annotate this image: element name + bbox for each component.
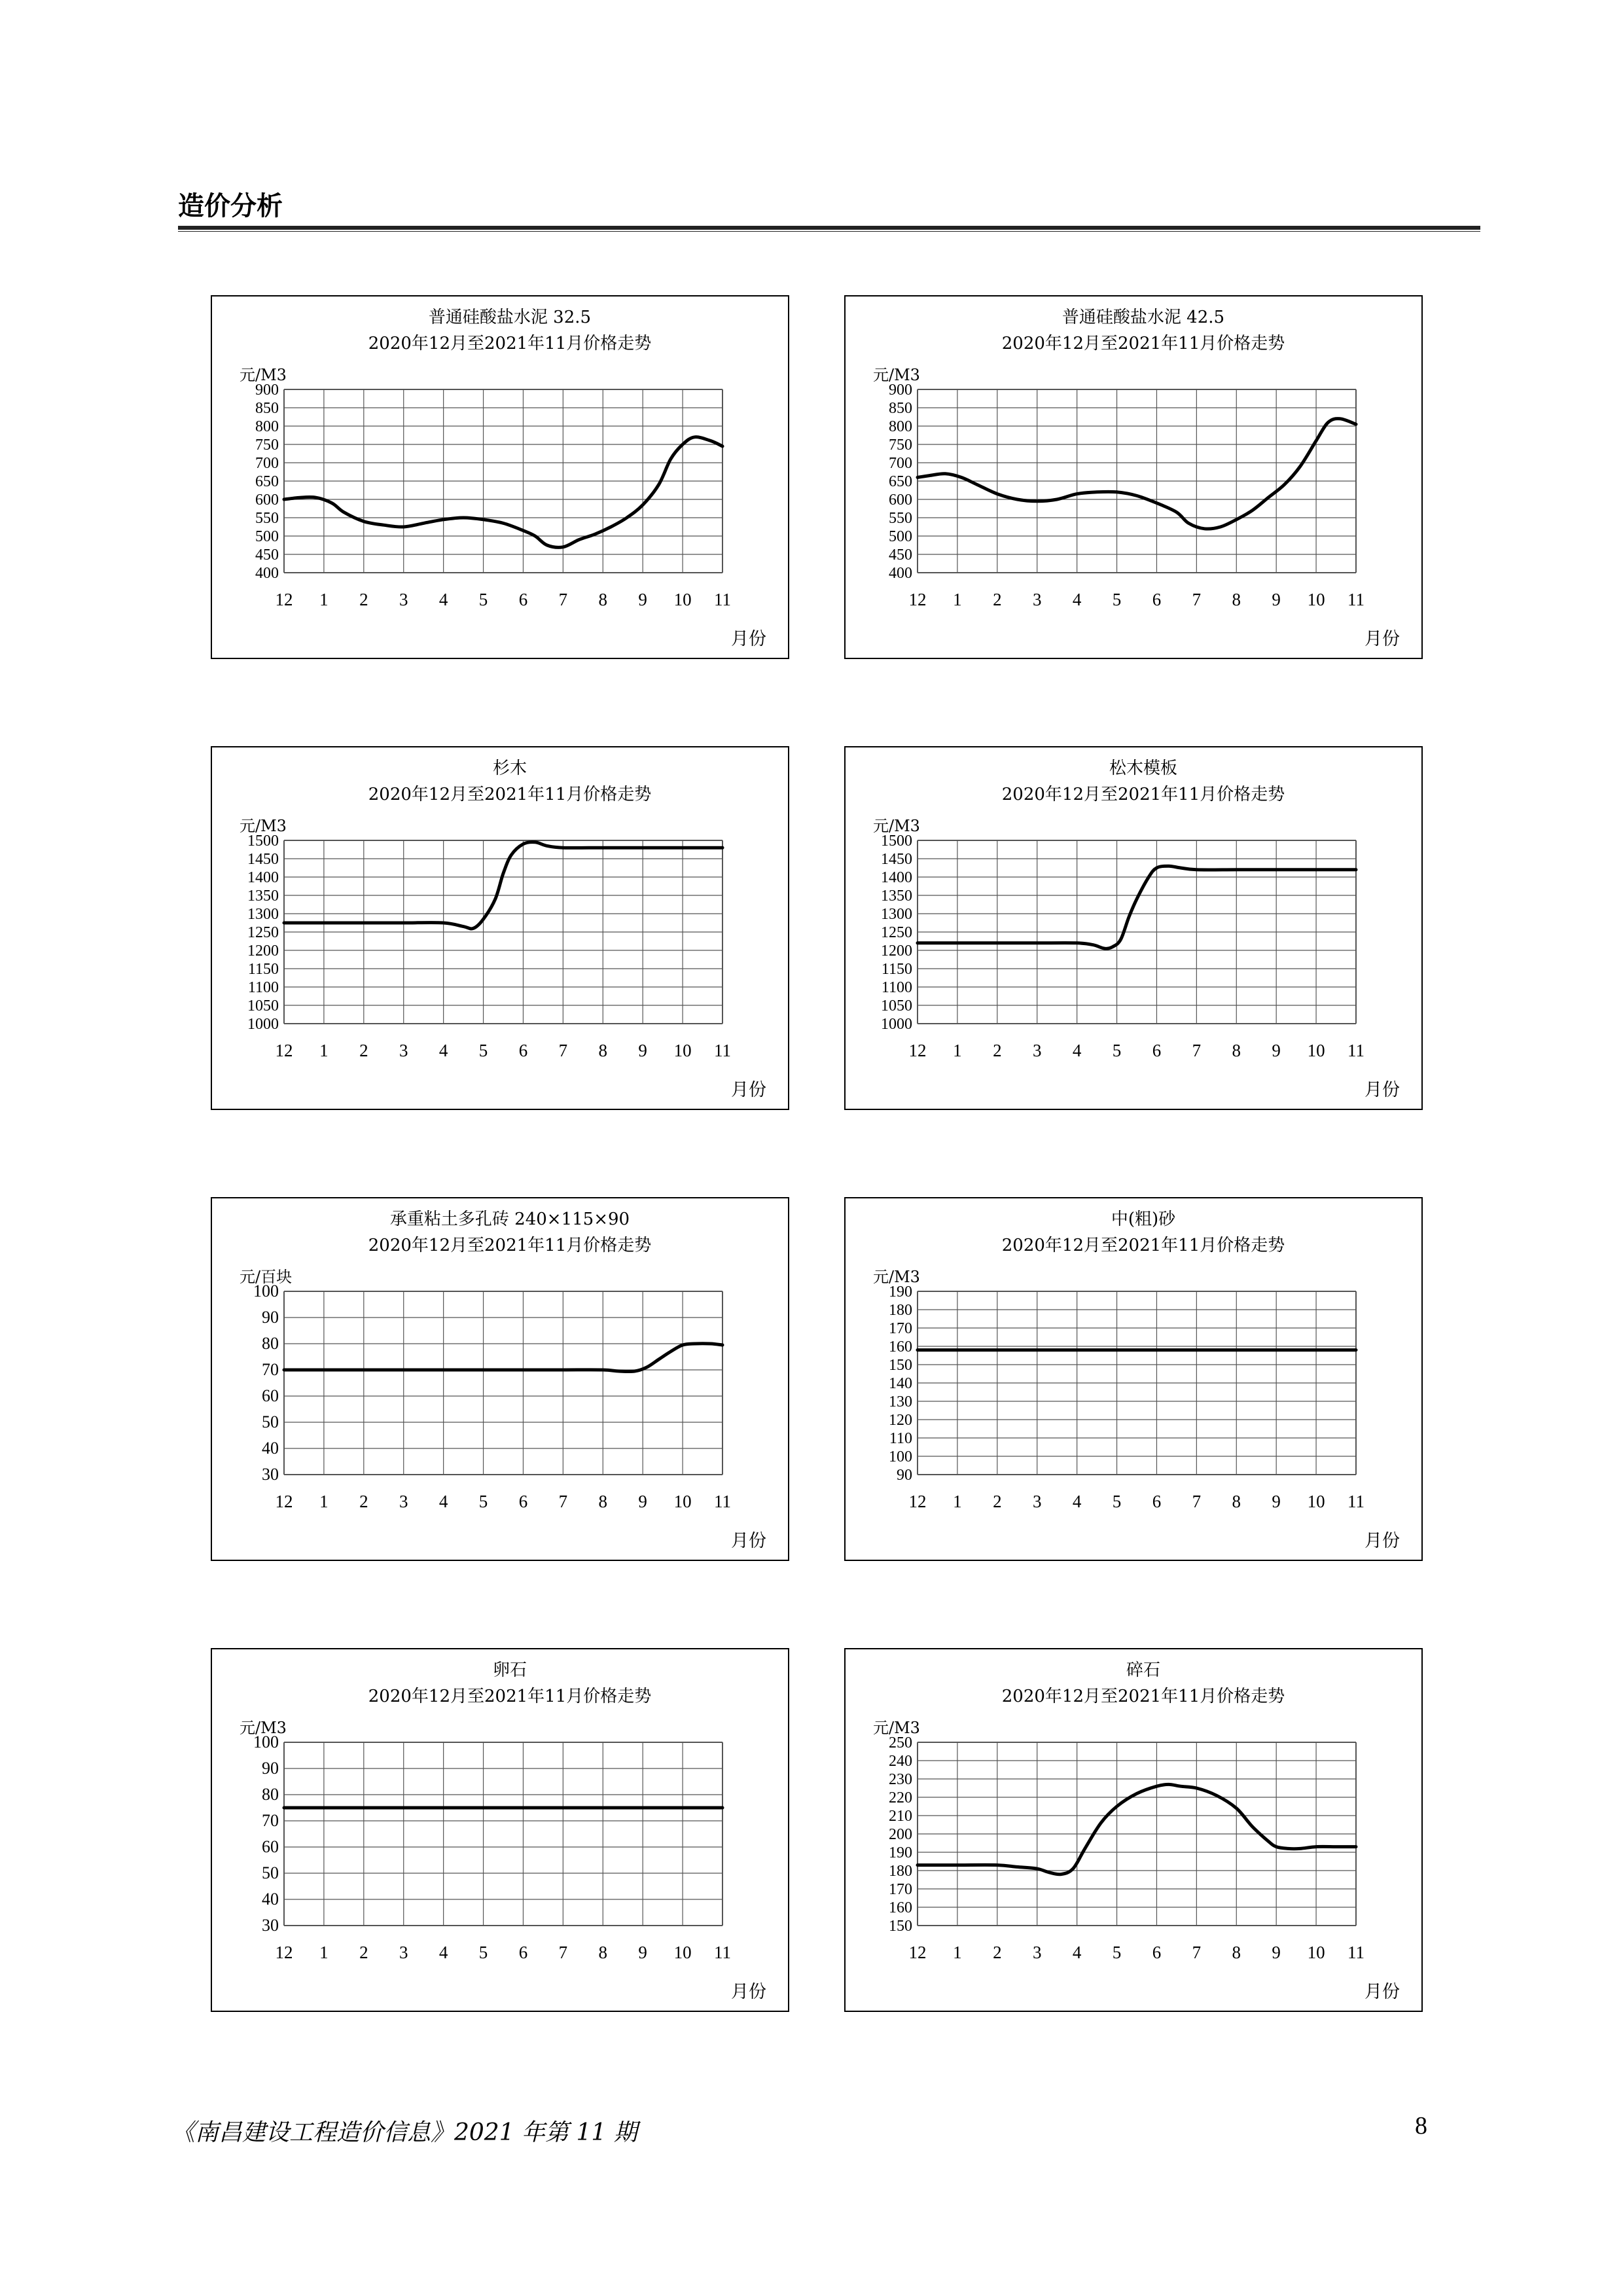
y-tick-label: 180 xyxy=(889,1863,912,1880)
chart-title: 中(粗)砂 xyxy=(1111,1210,1176,1229)
x-axis-label: 月份 xyxy=(1364,629,1400,649)
x-tick-label: 7 xyxy=(1192,590,1202,609)
chart-subtitle: 2020年12月至2021年11月价格走势 xyxy=(1001,785,1285,804)
x-tick-label: 8 xyxy=(598,1041,608,1060)
series-line xyxy=(918,1784,1356,1874)
y-tick-label: 180 xyxy=(889,1302,912,1319)
x-tick-label: 11 xyxy=(714,1492,731,1511)
x-tick-label: 3 xyxy=(399,1492,408,1511)
y-tick-label: 160 xyxy=(889,1899,912,1916)
x-tick-label: 12 xyxy=(275,1041,293,1060)
y-tick-label: 230 xyxy=(889,1771,912,1788)
y-axis-label: 元/M3 xyxy=(873,817,920,835)
x-tick-label: 7 xyxy=(1192,1943,1202,1962)
x-tick-label: 4 xyxy=(438,590,448,609)
x-tick-label: 2 xyxy=(359,1492,368,1511)
y-tick-label: 90 xyxy=(262,1308,279,1327)
y-tick-label: 1050 xyxy=(881,997,912,1014)
chart-panel-fir xyxy=(211,746,789,1110)
x-tick-label: 11 xyxy=(714,590,731,609)
x-axis-label: 月份 xyxy=(1364,1080,1400,1100)
y-tick-label: 30 xyxy=(262,1465,279,1484)
y-tick-label: 100 xyxy=(889,1448,912,1465)
y-tick-label: 100 xyxy=(253,1732,279,1751)
y-tick-label: 210 xyxy=(889,1808,912,1825)
x-tick-label: 7 xyxy=(1192,1041,1202,1060)
x-tick-label: 5 xyxy=(1112,1492,1122,1511)
y-tick-label: 1450 xyxy=(881,851,912,868)
x-axis-label: 月份 xyxy=(731,1080,766,1100)
chart-subtitle: 2020年12月至2021年11月价格走势 xyxy=(1001,1236,1285,1255)
y-tick-label: 450 xyxy=(255,547,279,564)
x-tick-label: 9 xyxy=(638,1943,647,1962)
x-tick-label: 4 xyxy=(1072,1492,1082,1511)
y-tick-label: 1500 xyxy=(247,833,279,850)
x-tick-label: 12 xyxy=(275,1492,293,1511)
x-tick-label: 2 xyxy=(993,1041,1002,1060)
y-tick-label: 170 xyxy=(889,1320,912,1337)
y-tick-label: 500 xyxy=(255,528,279,545)
x-tick-label: 12 xyxy=(908,1492,927,1511)
chart-subtitle: 2020年12月至2021年11月价格走势 xyxy=(368,334,652,353)
x-tick-label: 5 xyxy=(1112,1041,1122,1060)
y-tick-label: 600 xyxy=(255,492,279,509)
y-tick-label: 1400 xyxy=(247,869,279,886)
y-tick-label: 1250 xyxy=(247,924,279,941)
x-tick-label: 8 xyxy=(1232,1041,1241,1060)
y-tick-label: 220 xyxy=(889,1789,912,1806)
y-axis-label: 元/百块 xyxy=(240,1268,293,1286)
y-tick-label: 190 xyxy=(889,1283,912,1300)
x-tick-label: 12 xyxy=(275,590,293,609)
x-tick-label: 2 xyxy=(359,590,368,609)
x-tick-label: 1 xyxy=(319,1041,329,1060)
x-tick-label: 7 xyxy=(558,1943,568,1962)
y-tick-label: 50 xyxy=(262,1863,279,1882)
y-tick-label: 550 xyxy=(255,510,279,527)
x-tick-label: 1 xyxy=(319,590,329,609)
x-tick-label: 6 xyxy=(518,1041,528,1060)
x-tick-label: 8 xyxy=(598,1943,608,1962)
x-tick-label: 11 xyxy=(714,1041,731,1060)
x-tick-label: 12 xyxy=(908,1041,927,1060)
x-tick-label: 10 xyxy=(673,1041,692,1060)
y-tick-label: 700 xyxy=(255,455,279,472)
y-axis-label: 元/M3 xyxy=(240,366,287,384)
x-tick-label: 10 xyxy=(1307,1943,1325,1962)
x-tick-label: 12 xyxy=(275,1943,293,1962)
y-axis-label: 元/M3 xyxy=(240,817,287,835)
series-line xyxy=(918,419,1356,529)
chart-subtitle: 2020年12月至2021年11月价格走势 xyxy=(368,1687,652,1706)
chart-svg xyxy=(846,296,1421,658)
x-tick-label: 6 xyxy=(1152,590,1162,609)
x-tick-label: 8 xyxy=(1232,1943,1241,1962)
y-tick-label: 700 xyxy=(889,455,912,472)
y-tick-label: 140 xyxy=(889,1375,912,1392)
chart-subtitle: 2020年12月至2021年11月价格走势 xyxy=(1001,1687,1285,1706)
y-tick-label: 750 xyxy=(255,437,279,454)
x-axis-label: 月份 xyxy=(731,1982,766,2002)
header-rule-thin xyxy=(178,231,1480,232)
y-tick-label: 70 xyxy=(262,1811,279,1830)
y-axis-label: 元/M3 xyxy=(873,1719,920,1737)
y-tick-label: 400 xyxy=(255,565,279,582)
y-tick-label: 1100 xyxy=(247,979,279,996)
x-axis-label: 月份 xyxy=(1364,1531,1400,1551)
y-tick-label: 850 xyxy=(255,400,279,417)
x-tick-label: 9 xyxy=(638,1492,647,1511)
y-tick-label: 150 xyxy=(889,1357,912,1374)
y-tick-label: 600 xyxy=(889,492,912,509)
x-tick-label: 3 xyxy=(1032,1943,1042,1962)
x-tick-label: 3 xyxy=(399,590,408,609)
y-tick-label: 40 xyxy=(262,1890,279,1909)
series-line xyxy=(284,1344,722,1372)
x-tick-label: 2 xyxy=(359,1943,368,1962)
x-tick-label: 11 xyxy=(1347,1041,1364,1060)
y-tick-label: 190 xyxy=(889,1844,912,1861)
chart-svg xyxy=(212,747,788,1109)
x-tick-label: 8 xyxy=(598,1492,608,1511)
chart-title: 承重粘土多孔砖 240×115×90 xyxy=(389,1210,630,1229)
x-tick-label: 6 xyxy=(518,1492,528,1511)
x-tick-label: 5 xyxy=(1112,590,1122,609)
x-tick-label: 5 xyxy=(478,590,488,609)
x-tick-label: 9 xyxy=(1272,1943,1281,1962)
y-tick-label: 650 xyxy=(889,473,912,490)
x-tick-label: 5 xyxy=(1112,1943,1122,1962)
x-tick-label: 1 xyxy=(953,1943,962,1962)
y-tick-label: 240 xyxy=(889,1753,912,1770)
x-tick-label: 8 xyxy=(1232,590,1241,609)
chart-subtitle: 2020年12月至2021年11月价格走势 xyxy=(368,785,652,804)
x-tick-label: 1 xyxy=(953,590,962,609)
y-tick-label: 70 xyxy=(262,1360,279,1379)
y-tick-label: 1000 xyxy=(881,1016,912,1033)
x-tick-label: 4 xyxy=(438,1041,448,1060)
y-tick-label: 40 xyxy=(262,1439,279,1458)
x-tick-label: 4 xyxy=(438,1492,448,1511)
y-tick-label: 1500 xyxy=(881,833,912,850)
x-tick-label: 12 xyxy=(908,590,927,609)
y-tick-label: 110 xyxy=(889,1430,912,1447)
y-tick-label: 250 xyxy=(889,1734,912,1751)
x-axis-label: 月份 xyxy=(1364,1982,1400,2002)
publication-footer: 《南昌建设工程造价信息》2021 年第 11 期 xyxy=(171,2119,637,2146)
x-tick-label: 3 xyxy=(1032,1041,1042,1060)
chart-panel-crushed-stone xyxy=(844,1648,1423,2012)
y-tick-label: 1150 xyxy=(247,961,279,978)
y-tick-label: 1400 xyxy=(881,869,912,886)
x-tick-label: 2 xyxy=(993,590,1002,609)
x-tick-label: 10 xyxy=(673,1492,692,1511)
y-tick-label: 550 xyxy=(889,510,912,527)
page-number: 8 xyxy=(1415,2112,1427,2140)
y-tick-label: 1200 xyxy=(247,942,279,960)
x-tick-label: 2 xyxy=(993,1943,1002,1962)
x-tick-label: 3 xyxy=(1032,590,1042,609)
y-tick-label: 130 xyxy=(889,1393,912,1410)
y-tick-label: 450 xyxy=(889,547,912,564)
x-tick-label: 5 xyxy=(478,1492,488,1511)
y-tick-label: 50 xyxy=(262,1412,279,1431)
chart-svg xyxy=(846,1198,1421,1560)
chart-svg xyxy=(846,747,1421,1109)
x-tick-label: 11 xyxy=(1347,1492,1364,1511)
x-tick-label: 1 xyxy=(319,1943,329,1962)
y-tick-label: 1250 xyxy=(881,924,912,941)
x-tick-label: 11 xyxy=(1347,1943,1364,1962)
x-axis-label: 月份 xyxy=(731,629,766,649)
x-tick-label: 6 xyxy=(1152,1943,1162,1962)
y-axis-label: 元/M3 xyxy=(873,1268,920,1286)
x-tick-label: 6 xyxy=(518,590,528,609)
y-tick-label: 1350 xyxy=(247,888,279,905)
chart-svg xyxy=(212,296,788,658)
x-tick-label: 5 xyxy=(478,1041,488,1060)
y-tick-label: 900 xyxy=(255,382,279,399)
x-tick-label: 5 xyxy=(478,1943,488,1962)
y-tick-label: 60 xyxy=(262,1386,279,1405)
x-tick-label: 8 xyxy=(1232,1492,1241,1511)
y-tick-label: 30 xyxy=(262,1916,279,1935)
x-tick-label: 12 xyxy=(908,1943,927,1962)
chart-panel-pebble xyxy=(211,1648,789,2012)
x-tick-label: 7 xyxy=(558,590,568,609)
y-tick-label: 1300 xyxy=(247,906,279,923)
chart-panel-cement-42-5 xyxy=(844,295,1423,659)
x-tick-label: 3 xyxy=(399,1943,408,1962)
x-tick-label: 4 xyxy=(1072,590,1082,609)
x-tick-label: 1 xyxy=(953,1041,962,1060)
chart-title: 普通硅酸盐水泥 42.5 xyxy=(1061,308,1225,327)
x-tick-label: 6 xyxy=(518,1943,528,1962)
y-tick-label: 100 xyxy=(253,1282,279,1300)
x-tick-label: 7 xyxy=(1192,1492,1202,1511)
y-tick-label: 1200 xyxy=(881,942,912,960)
chart-panel-clay-brick xyxy=(211,1197,789,1561)
x-tick-label: 1 xyxy=(953,1492,962,1511)
y-tick-label: 750 xyxy=(889,437,912,454)
y-tick-label: 1050 xyxy=(247,997,279,1014)
y-axis-label: 元/M3 xyxy=(240,1719,287,1737)
y-tick-label: 1300 xyxy=(881,906,912,923)
x-tick-label: 9 xyxy=(1272,590,1281,609)
y-tick-label: 850 xyxy=(889,400,912,417)
y-tick-label: 800 xyxy=(255,418,279,435)
y-tick-label: 80 xyxy=(262,1785,279,1804)
chart-svg xyxy=(212,1198,788,1560)
chart-title: 卵石 xyxy=(492,1660,527,1680)
chart-panel-cement-32-5 xyxy=(211,295,789,659)
x-tick-label: 2 xyxy=(993,1492,1002,1511)
y-tick-label: 160 xyxy=(889,1338,912,1355)
x-tick-label: 10 xyxy=(673,590,692,609)
series-line xyxy=(284,437,722,548)
chart-title: 松木模板 xyxy=(1109,759,1178,778)
y-tick-label: 1450 xyxy=(247,851,279,868)
x-tick-label: 2 xyxy=(359,1041,368,1060)
x-tick-label: 9 xyxy=(638,590,647,609)
x-tick-label: 7 xyxy=(558,1041,568,1060)
y-tick-label: 150 xyxy=(889,1918,912,1935)
y-tick-label: 800 xyxy=(889,418,912,435)
chart-panel-pine-formwork xyxy=(844,746,1423,1110)
chart-subtitle: 2020年12月至2021年11月价格走势 xyxy=(368,1236,652,1255)
x-tick-label: 9 xyxy=(638,1041,647,1060)
y-tick-label: 170 xyxy=(889,1881,912,1898)
y-tick-label: 500 xyxy=(889,528,912,545)
y-tick-label: 400 xyxy=(889,565,912,582)
x-tick-label: 3 xyxy=(1032,1492,1042,1511)
y-tick-label: 60 xyxy=(262,1837,279,1856)
y-tick-label: 80 xyxy=(262,1334,279,1353)
y-tick-label: 1100 xyxy=(881,979,912,996)
chart-title: 杉木 xyxy=(492,759,527,778)
chart-title: 普通硅酸盐水泥 32.5 xyxy=(428,308,592,327)
y-tick-label: 90 xyxy=(897,1467,912,1484)
x-tick-label: 9 xyxy=(1272,1492,1281,1511)
x-tick-label: 11 xyxy=(714,1943,731,1962)
y-tick-label: 90 xyxy=(262,1759,279,1778)
y-tick-label: 650 xyxy=(255,473,279,490)
series-line xyxy=(284,842,722,929)
x-tick-label: 4 xyxy=(1072,1943,1082,1962)
y-tick-label: 1000 xyxy=(247,1016,279,1033)
x-tick-label: 1 xyxy=(319,1492,329,1511)
x-tick-label: 6 xyxy=(1152,1492,1162,1511)
chart-svg xyxy=(212,1649,788,2011)
x-tick-label: 6 xyxy=(1152,1041,1162,1060)
chart-panel-sand xyxy=(844,1197,1423,1561)
x-tick-label: 9 xyxy=(1272,1041,1281,1060)
x-tick-label: 11 xyxy=(1347,590,1364,609)
x-tick-label: 10 xyxy=(1307,590,1325,609)
x-tick-label: 4 xyxy=(438,1943,448,1962)
y-tick-label: 1350 xyxy=(881,888,912,905)
section-title: 造价分析 xyxy=(178,191,283,221)
chart-subtitle: 2020年12月至2021年11月价格走势 xyxy=(1001,334,1285,353)
y-tick-label: 1150 xyxy=(881,961,912,978)
chart-title: 碎石 xyxy=(1126,1660,1161,1680)
y-tick-label: 200 xyxy=(889,1826,912,1843)
series-line xyxy=(918,866,1356,948)
header-rule xyxy=(178,226,1480,230)
x-tick-label: 10 xyxy=(673,1943,692,1962)
x-tick-label: 8 xyxy=(598,590,608,609)
x-tick-label: 7 xyxy=(558,1492,568,1511)
x-axis-label: 月份 xyxy=(731,1531,766,1551)
y-tick-label: 900 xyxy=(889,382,912,399)
x-tick-label: 10 xyxy=(1307,1041,1325,1060)
y-axis-label: 元/M3 xyxy=(873,366,920,384)
x-tick-label: 4 xyxy=(1072,1041,1082,1060)
x-tick-label: 10 xyxy=(1307,1492,1325,1511)
x-tick-label: 3 xyxy=(399,1041,408,1060)
y-tick-label: 120 xyxy=(889,1412,912,1429)
chart-svg xyxy=(846,1649,1421,2011)
